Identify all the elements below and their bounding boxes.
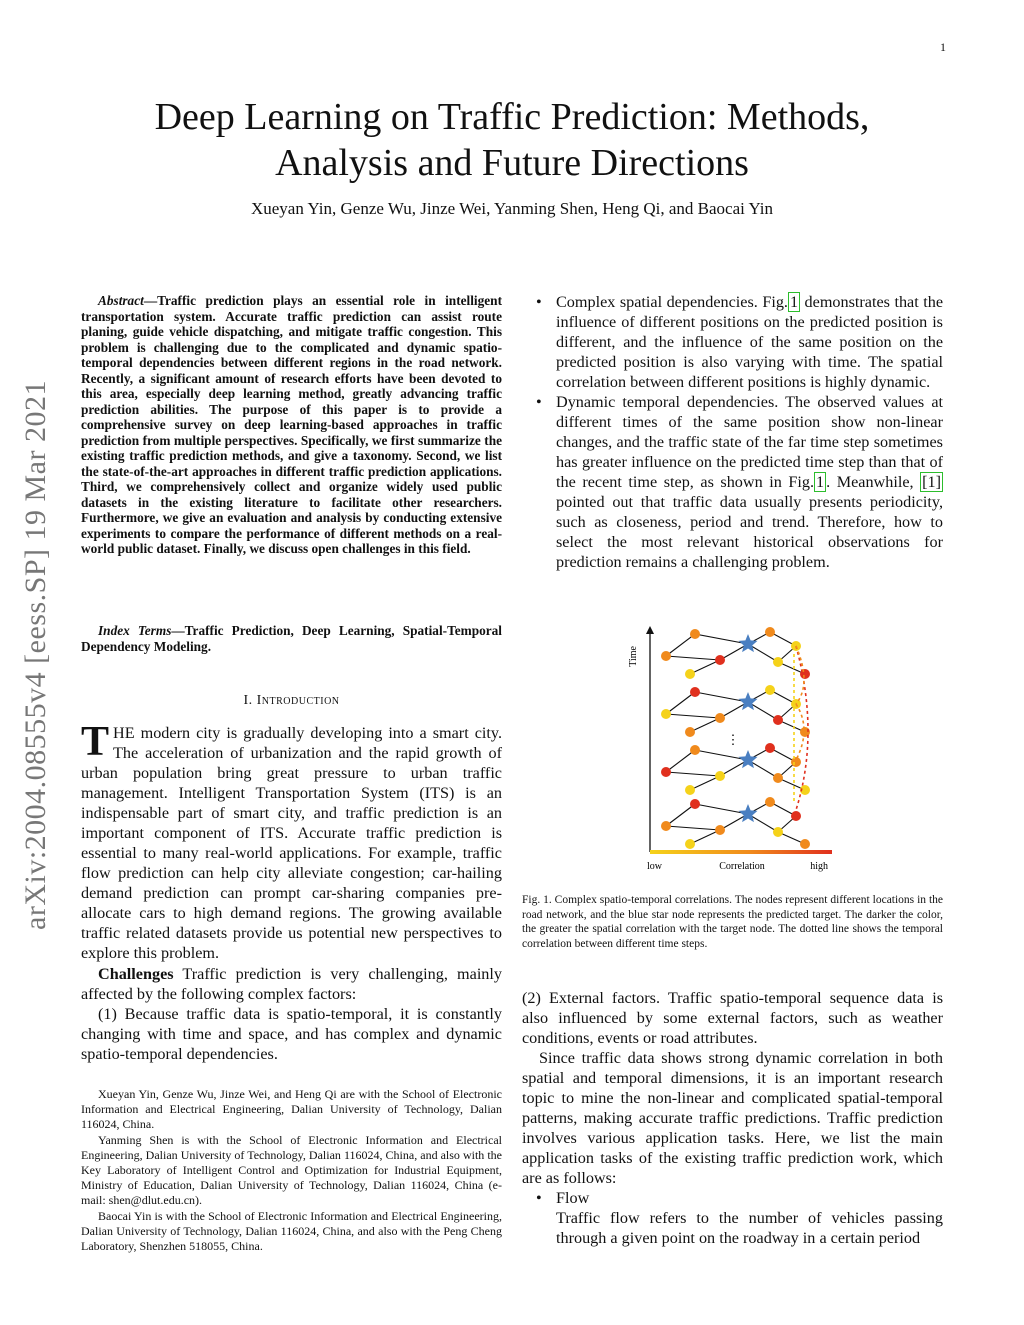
graph-node [715,771,725,781]
title-line-1: Deep Learning on Traffic Prediction: Methods, [154,96,870,138]
introduction-paragraph [81,719,502,963]
section-heading-text: I. Introduction [243,693,340,708]
graph-node [690,799,700,809]
graph-node [715,655,725,665]
graph-edge [695,750,748,760]
graph-node [773,715,783,725]
bullet-flow [522,1188,943,1208]
graph-edge [666,656,720,660]
graph-node [773,827,783,837]
graph-node [690,745,700,755]
graph-edge [695,634,748,644]
factor-2-text: (2) External factors. Traffic spatio-temporal sequence data is also influenced by some external factors, such as weather conditions, events or road attributes. [522,989,943,1047]
footnote-2: Yanming Shen is with the School of Electronic Information and Electrical Engineering, Dalian University of Technology, Dalian 116024, China, and also with the Key Laboratory of Intelligent Control and Optimization for Industrial Equipment, Ministry of Education, Dalian University of Technology, Dalian 116024, China (e-mail: shen@dlut.edu.cn). [81,1133,502,1207]
arxiv-sidebar [16,350,56,960]
citation-1-link[interactable]: [1] [922,473,941,491]
graph-node [685,785,695,795]
correlation-diagram [620,624,840,874]
time-axis-arrow-icon [646,626,654,634]
graph-node [661,821,671,831]
abstract [81,293,502,557]
graph-edge [666,714,720,718]
target-star-node [739,634,758,652]
graph-node [690,687,700,697]
graph-edge [666,804,695,826]
index-terms [81,623,502,654]
figure-1-link[interactable]: 1 [816,473,825,491]
graph-edge [695,804,748,814]
arxiv-identifier: arXiv:2004.08555v4 [eess.SP] 19 Mar 2021 [19,380,52,930]
bullet-temporal [522,392,943,572]
factor-1-text: (1) Because traffic data is spatio-temporal, it is constantly changing with time and space, and has complex and dynamic spatio-temporal dependencies. [81,1005,502,1063]
footnote-3: Baocai Yin is with the School of Electronic Information and Electrical Engineering, Dalian University of Technology, Dalian 116024, China, and also with the Peng Cheng Laboratory, Shenzhen 518055, China. [81,1209,502,1253]
colorbar-low-label: low [647,861,662,872]
graph-node [661,709,671,719]
graph-node [773,773,783,783]
abstract-text: —Traffic prediction plays an essential role in intelligent transportation system. Accurate traffic prediction can assist route planing, guide vehicle dispatching, and mitigate traffic congestion. This problem is challenging due to the complicated and dynamic spatio-temporal dependencies between different regions in the road network. Recently, a significant amount of research efforts have been devoted to this area, especially deep learning method, greatly advancing traffic prediction abilities. The purpose of this paper is to provide a comprehensive survey on deep learning-based approaches in traffic prediction from multiple perspectives. Specifically, we first summarize the existing traffic prediction methods, and give a taxonomy. Second, we list the state-of-the-art approaches in different traffic prediction applications. Third, we comprehensively collect and organize widely used public datasets in the existing literature to facilitate other researchers. Furthermore, we give an evaluation and analysis by conducting extensive experiments to compare the performance of different methods on a real-world public dataset. Finally, we discuss open challenges in this field. [81,293,502,556]
bullet-spatial [522,292,943,392]
challenges-text: Traffic prediction is very challenging, mainly affected by the following complex factors: [81,965,502,1003]
since-paragraph: Since traffic data shows strong dynamic correlation in both spatial and temporal dimensions, it is an important research topic to mine the non-linear and complicated spatial-temporal patterns, making accurate traffic predictions. Traffic prediction involves various application tasks. Here, we list the main application tasks of the existing traffic prediction work, which are as follows: [522,1049,943,1187]
paper-title [60,94,964,186]
bullet-temporal-text-b: . Meanwhile, [826,473,921,491]
graph-edge [666,750,695,772]
target-star-node [739,750,758,768]
graph-node [791,811,801,821]
figure-1-link[interactable]: 1 [789,293,799,311]
bullet-spatial-text-b: demonstrates that the influence of different positions on the predicted position is different, and the influence of the same position on the predicted position is also varying with time. The spatial correlation between different positions is highly dynamic. [556,293,943,391]
challenge-bullets [522,292,943,572]
graph-edge [666,634,695,656]
challenges-section [81,964,502,1064]
graph-node [765,743,775,753]
flow-label: Flow [556,1189,590,1207]
index-terms-text: —Traffic Prediction, Deep Learning, Spatial-Temporal Dependency Modeling. [81,623,502,654]
graph-node [765,797,775,807]
right-column-continuation [522,988,943,1248]
author-footnotes [81,1087,502,1255]
colorbar-mid-label: Correlation [719,861,765,872]
graph-node [715,825,725,835]
graph-node [685,727,695,737]
bullet-temporal-text-a: Dynamic temporal dependencies. The observed values at different times of the same position show non-linear changes, and the traffic state of the far time step sometimes has greater influence on the predicted time step than that of the recent time step, as shown in Fig. [556,393,943,491]
bullet-spatial-text-a: Complex spatial dependencies. Fig. [556,293,788,311]
graph-edge [666,826,720,830]
page-number: 1 [940,40,946,54]
colorbar-high-label: high [810,861,828,872]
footnote-1: Xueyan Yin, Genze Wu, Jinze Wei, and Heng Qi are with the School of Electronic Information and Electrical Engineering, Dalian University of Technology, Dalian 116024, China. [81,1087,502,1131]
figure-1 [620,624,840,874]
bullet-dot: • [536,293,542,311]
graph-edge [695,692,748,702]
bullet-dot: • [536,1189,542,1207]
graph-node [765,685,775,695]
graph-node [661,651,671,661]
graph-node [685,839,695,849]
drop-cap: T [81,719,110,765]
graph-node [773,657,783,667]
challenges-label: Challenges [98,965,174,983]
bullet-temporal-text-c: pointed out that traffic data usually presents periodicity, such as closeness, period and trend. Therefore, how to select the most relevant historical observations for prediction remains a challenging problem. [556,493,943,571]
graph-node [715,713,725,723]
graph-node [765,627,775,637]
time-axis-label: Time [628,646,639,667]
introduction-text: HE modern city is gradually developing into a smart city. The acceleration of urbanization and the rapid growth of urban population bring great pressure to urban traffic management. Intelligent Transportation System (ITS) is an indispensable part of smart city, and traffic prediction is an important component of ITS. Accurate traffic prediction is essential to many real-world applications. For example, traffic flow prediction can help city alleviate congestion; car-hailing demand prediction can prompt car-sharing companies pre-allocate cars to high demand regions. The growing available traffic related datasets provide us potential new perspectives to explore this problem. [81,724,502,962]
flow-description: Traffic flow refers to the number of vehicles passing through a given point on the roadway in a certain period [556,1209,943,1247]
figure-1-caption: Fig. 1. Complex spatio-temporal correlations. The nodes represent different locations in the road network, and the blue star node represents the predicted target. The darker the color, the greater the spatial correlation with the target node. The dotted line shows the temporal correlation between different time steps. [522,894,943,950]
graph-node [685,669,695,679]
graph-edge [666,772,720,776]
target-star-node [739,692,758,710]
graph-node [661,767,671,777]
section-heading [81,693,502,709]
correlation-colorbar [650,850,832,854]
bullet-dot: • [536,393,542,411]
title-line-2: Analysis and Future Directions [275,142,749,184]
graph-edge [666,692,695,714]
graph-node [690,629,700,639]
ellipsis-marker: ⋮ [726,732,740,747]
author-list: Xueyan Yin, Genze Wu, Jinze Wei, Yanming Shen, Heng Qi, and Baocai Yin [250,199,774,218]
graph-node [800,839,810,849]
graph-node [791,757,801,767]
index-terms-label: Index Terms [98,623,172,638]
target-star-node [739,804,758,822]
abstract-label: Abstract [98,293,144,308]
